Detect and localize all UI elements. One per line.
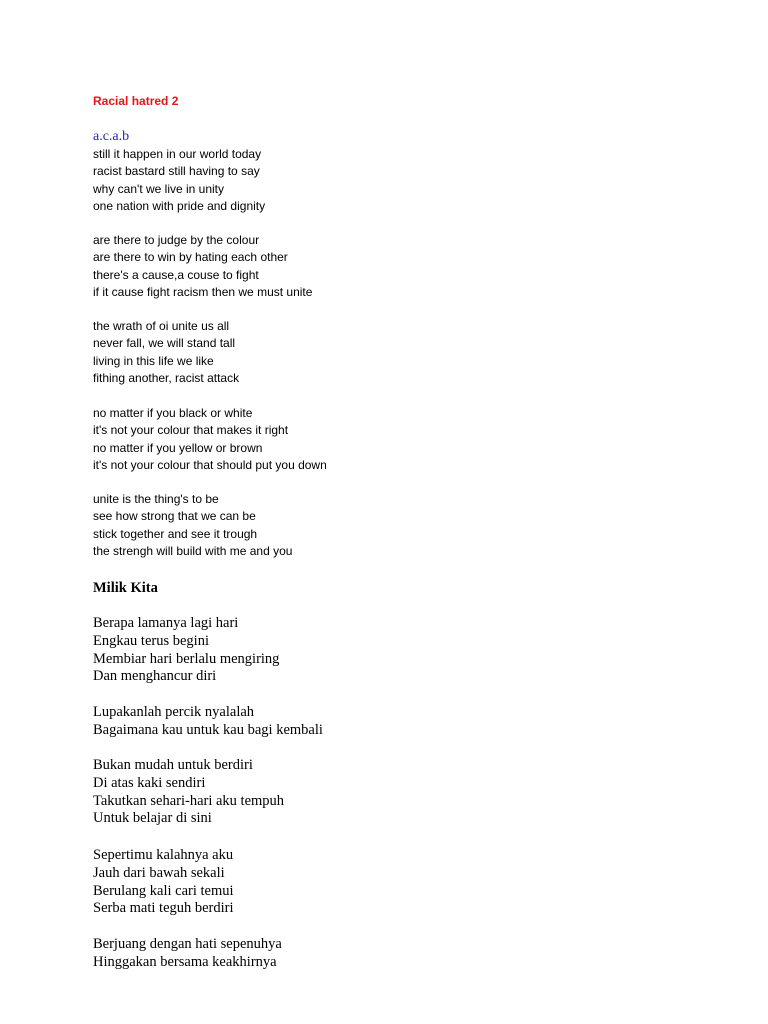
poem-line: no matter if you black or white — [93, 406, 253, 420]
poem-line: Bagaimana kau untuk kau bagi kembali — [93, 721, 323, 738]
poem1-stanza-1 — [93, 146, 265, 216]
poem-line: if it cause fight racism then we must unite — [93, 285, 313, 300]
poem-line: are there to judge by the colour — [93, 233, 260, 247]
poem-line: Membiar hari berlalu mengiring — [93, 650, 280, 667]
poem-line: why can't we live in unity — [93, 181, 225, 196]
poem-line: no matter if you yellow or brown — [93, 440, 263, 455]
poem2-title: Milik Kita — [93, 580, 158, 596]
poem-line: Takutkan sehari-hari aku tempuh — [93, 792, 285, 809]
poem-line: there's a cause,a couse to fight — [93, 267, 259, 282]
poem-line: Berjuang dengan hati sepenuhya — [93, 936, 282, 952]
poem-line: the strengh will build with me and you — [93, 544, 293, 559]
poem-line: Untuk belajar di sini — [93, 810, 212, 827]
poem-line: the wrath of oi unite us all — [93, 319, 230, 333]
poem-line: Lupakanlah percik nyalalah — [93, 704, 255, 720]
poem-line: racist bastard still having to say — [93, 164, 260, 179]
poem-line: Sepertimu kalahnya aku — [93, 847, 234, 863]
poem-line: are there to win by hating each other — [93, 250, 288, 265]
poem-line: see how strong that we can be — [93, 509, 256, 524]
poem-line: fithing another, racist attack — [93, 371, 240, 386]
poem-line: stick together and see it trough — [93, 526, 258, 541]
poem-line: Di atas kaki sendiri — [93, 774, 206, 791]
poem1-stanza-4 — [93, 405, 327, 475]
poem-line: it's not your colour that should put you down — [93, 458, 327, 473]
poem-line: Bukan mudah untuk berdiri — [93, 757, 253, 773]
poem1-stanza-5 — [93, 491, 292, 561]
poem2-stanza-2 — [93, 704, 323, 740]
poem-line: one nation with pride and dignity — [93, 199, 266, 214]
poem1-title: Racial hatred 2 — [93, 94, 179, 108]
poem1-stanza-3 — [93, 318, 239, 388]
poem-line: unite is the thing's to be — [93, 492, 219, 506]
poem-line: Serba mati teguh berdiri — [93, 900, 234, 917]
poem2-stanza-4 — [93, 847, 234, 918]
poem-line: it's not your colour that makes it right — [93, 423, 289, 438]
poem-line: living in this life we like — [93, 353, 214, 368]
poem-line: never fall, we will stand tall — [93, 336, 236, 351]
poem-line: Berapa lamanya lagi hari — [93, 615, 239, 631]
poem1-stanza-2 — [93, 232, 312, 302]
poem-line: Jauh dari bawah sekali — [93, 864, 225, 881]
poem-line: Berulang kali cari temui — [93, 882, 234, 899]
poem-line: Engkau terus begini — [93, 632, 209, 649]
poem-line: Hinggakan bersama keakhirnya — [93, 953, 277, 970]
poem2-stanza-1 — [93, 615, 279, 686]
poem1-subtitle: a.c.a.b — [93, 129, 130, 144]
poem-line: Dan menghancur diri — [93, 668, 217, 685]
poem-line: still it happen in our world today — [93, 147, 262, 161]
poem2-stanza-5 — [93, 936, 282, 972]
poem2-stanza-3 — [93, 757, 284, 828]
